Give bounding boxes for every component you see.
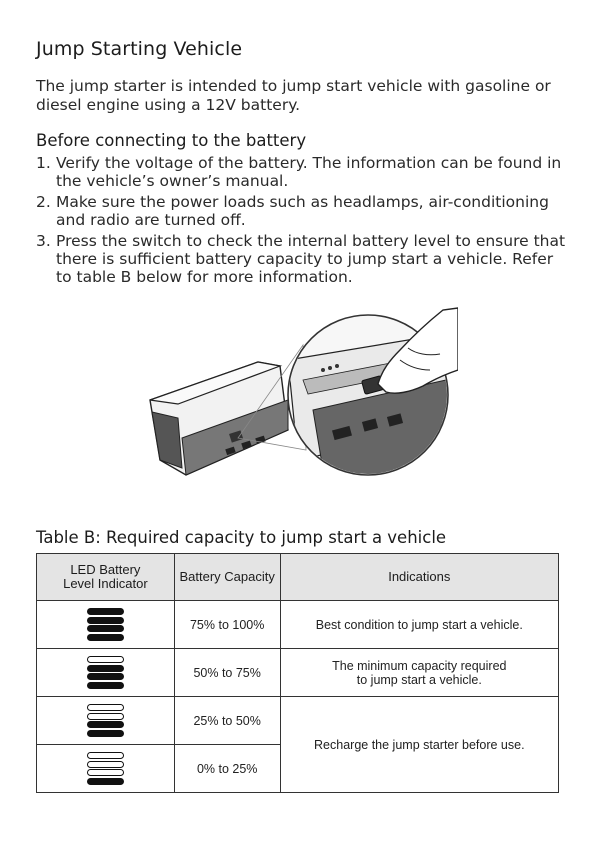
capacity-cell: 0% to 25% bbox=[174, 745, 280, 793]
led-bar-lit bbox=[87, 721, 124, 728]
indication-cell bbox=[280, 649, 558, 697]
indication-cell: Best condition to jump start a vehicle. bbox=[280, 601, 558, 649]
led-bar-lit bbox=[87, 625, 124, 632]
led-bar-lit bbox=[87, 730, 124, 737]
header-capacity: Battery Capacity bbox=[174, 554, 280, 601]
header-led bbox=[37, 554, 175, 601]
table-header-row bbox=[37, 554, 559, 601]
intro-paragraph: The jump starter is intended to jump start vehicle with gasoline or diesel engine using a 12V battery. bbox=[36, 77, 551, 114]
steps-list bbox=[36, 154, 566, 289]
capacity-table bbox=[36, 553, 559, 793]
led-cell bbox=[37, 745, 175, 793]
led-bar-lit bbox=[87, 682, 124, 689]
capacity-cell: 50% to 75% bbox=[174, 649, 280, 697]
header-led-line1: LED Battery bbox=[70, 562, 141, 577]
step-number: 3. bbox=[36, 232, 51, 250]
step-2 bbox=[36, 193, 566, 229]
page-title: Jump Starting Vehicle bbox=[36, 38, 243, 60]
step-text: Make sure the power loads such as headlamps, air-conditioning and radio are turned off. bbox=[56, 193, 549, 229]
section-heading: Before connecting to the battery bbox=[36, 131, 307, 150]
step-3 bbox=[36, 232, 566, 286]
led-bar-lit bbox=[87, 608, 124, 615]
indicator-dots bbox=[321, 368, 325, 372]
indication-line2: to jump start a vehicle. bbox=[356, 672, 482, 687]
led-cell bbox=[37, 697, 175, 745]
step-number: 2. bbox=[36, 193, 51, 211]
step-text: Verify the voltage of the battery. The information can be found in the vehicle’s owner’s manual. bbox=[56, 154, 562, 190]
capacity-cell: 25% to 50% bbox=[174, 697, 280, 745]
led-bar-unlit bbox=[87, 713, 124, 720]
table-row bbox=[37, 697, 559, 745]
jump-starter-illustration bbox=[138, 300, 458, 485]
device-side-band bbox=[152, 412, 182, 468]
indication-cell-merged: Recharge the jump starter before use. bbox=[280, 697, 558, 793]
header-indications: Indications bbox=[280, 554, 558, 601]
led-cell bbox=[37, 649, 175, 697]
led-indicator-icon bbox=[87, 751, 124, 787]
table-row bbox=[37, 601, 559, 649]
led-bar-lit bbox=[87, 634, 124, 641]
led-bar-unlit bbox=[87, 769, 124, 776]
header-led-line2: Level Indicator bbox=[63, 576, 148, 591]
led-indicator-icon bbox=[87, 703, 124, 739]
step-1 bbox=[36, 154, 566, 190]
led-bar-lit bbox=[87, 617, 124, 624]
step-number: 1. bbox=[36, 154, 51, 172]
led-indicator-icon bbox=[87, 607, 124, 643]
indication-line1: The minimum capacity required bbox=[332, 658, 507, 673]
led-cell bbox=[37, 601, 175, 649]
led-bar-unlit bbox=[87, 761, 124, 768]
led-bar-lit bbox=[87, 665, 124, 672]
led-bar-unlit bbox=[87, 752, 124, 759]
led-bar-unlit bbox=[87, 656, 124, 663]
step-text: Press the switch to check the internal battery level to ensure that there is sufficient battery capacity to jump start a vehicle. Refer to table B below for more information. bbox=[56, 232, 566, 286]
led-bar-lit bbox=[87, 673, 124, 680]
table-row bbox=[37, 649, 559, 697]
led-bar-unlit bbox=[87, 704, 124, 711]
capacity-cell: 75% to 100% bbox=[174, 601, 280, 649]
table-title: Table B: Required capacity to jump start a vehicle bbox=[36, 528, 447, 547]
led-indicator-icon bbox=[87, 655, 124, 691]
led-bar-lit bbox=[87, 778, 124, 785]
